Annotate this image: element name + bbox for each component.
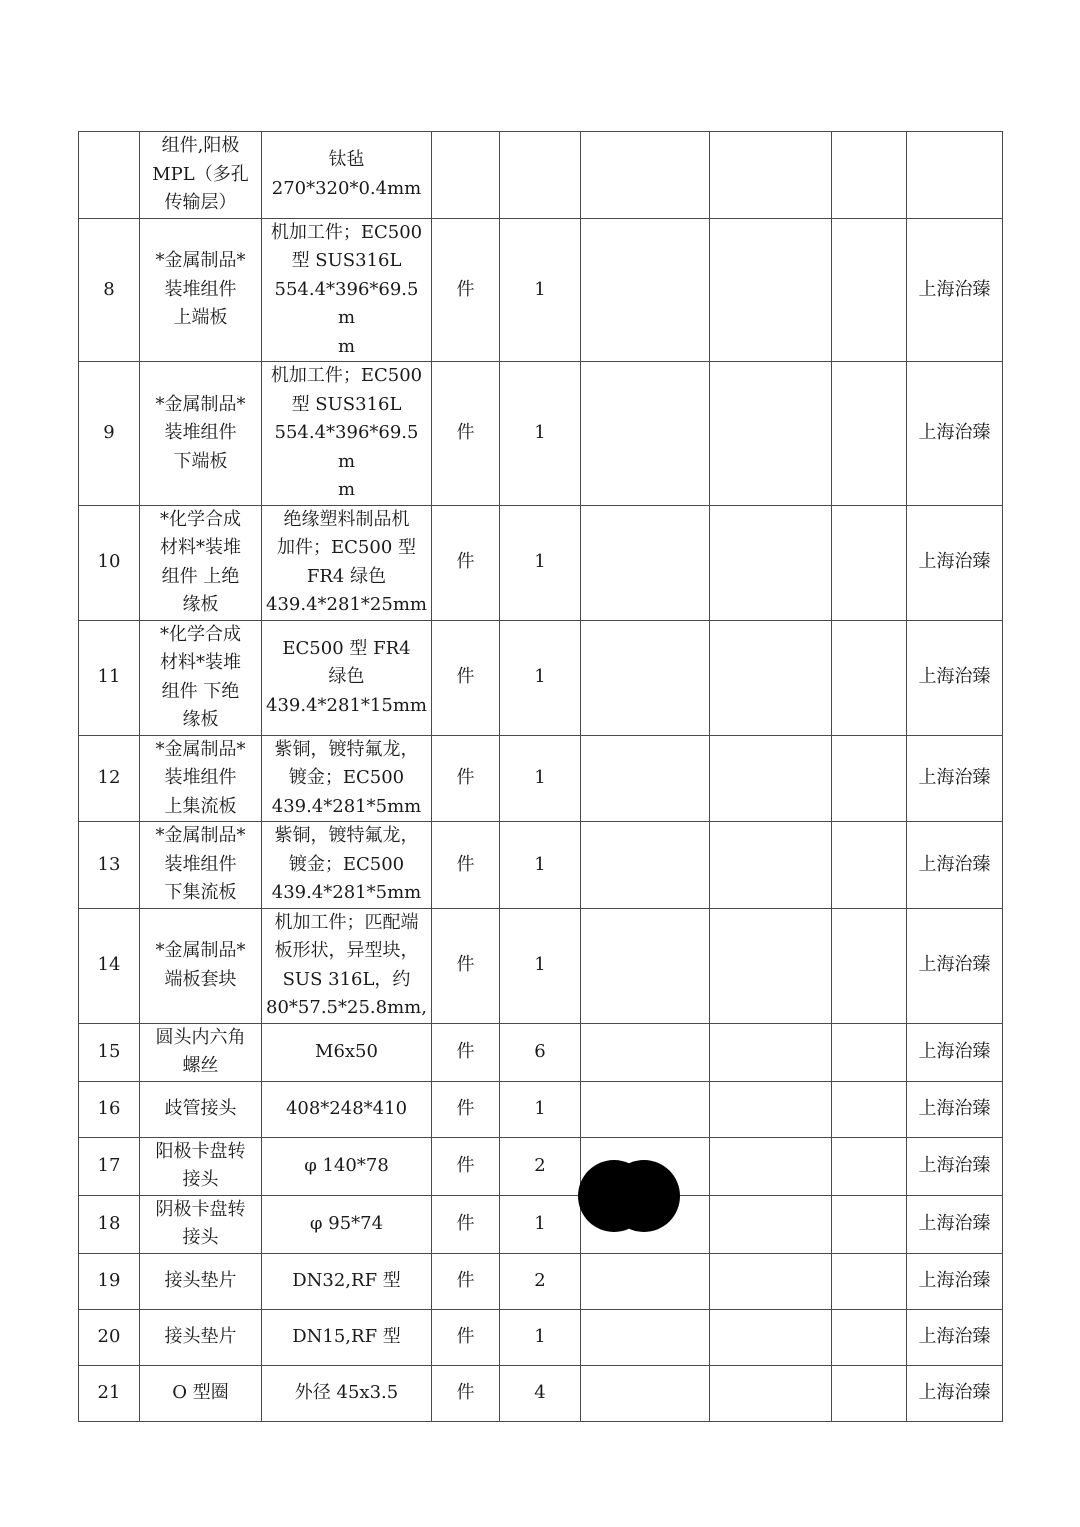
product-name: *化学合成 材料*装堆 组件 下绝 缘板 [140,620,262,735]
specification: φ 95*74 [262,1195,432,1253]
blank-cell [832,362,907,506]
quantity: 1 [500,362,581,506]
table-row [79,1137,1003,1195]
supplier: 上海治臻 [907,1137,1003,1195]
supplier: 上海治臻 [907,505,1003,620]
blank-cell [832,908,907,1023]
specification: EC500 型 FR4 绿色 439.4*281*15mm [262,620,432,735]
blank-cell [710,908,832,1023]
specification: 机加工件；EC500 型 SUS316L 554.4*396*69.5m m [262,218,432,362]
specification: M6x50 [262,1023,432,1081]
blank-cell [581,1309,710,1365]
supplier: 上海治臻 [907,1081,1003,1137]
unit: 件 [432,362,500,506]
unit: 件 [432,735,500,822]
quantity: 2 [500,1253,581,1309]
quantity: 1 [500,822,581,909]
quantity: 1 [500,620,581,735]
unit: 件 [432,1365,500,1421]
supplier: 上海治臻 [907,1309,1003,1365]
unit: 件 [432,1023,500,1081]
unit: 件 [432,218,500,362]
unit: 件 [432,1309,500,1365]
table-row [79,620,1003,735]
row-number: 14 [79,908,140,1023]
supplier: 上海治臻 [907,362,1003,506]
quantity: 1 [500,1081,581,1137]
table-row [79,1023,1003,1081]
row-number: 15 [79,1023,140,1081]
quantity: 4 [500,1365,581,1421]
blank-cell [710,620,832,735]
blank-cell [832,1023,907,1081]
blank-cell [832,1081,907,1137]
product-name: 阳极卡盘转 接头 [140,1137,262,1195]
supplier: 上海治臻 [907,1365,1003,1421]
unit: 件 [432,620,500,735]
unit: 件 [432,1253,500,1309]
document-page [78,131,1002,1422]
row-number: 13 [79,822,140,909]
redaction-blob-right [608,1160,680,1232]
blank-cell [581,908,710,1023]
product-name: O 型圈 [140,1365,262,1421]
redaction-mark [578,1160,680,1232]
unit: 件 [432,1081,500,1137]
quantity: 2 [500,1137,581,1195]
blank-cell [832,1137,907,1195]
blank-cell [832,735,907,822]
specification: 钛毡 270*320*0.4mm [262,132,432,219]
blank-cell [581,505,710,620]
supplier: 上海治臻 [907,735,1003,822]
quantity: 1 [500,1309,581,1365]
quantity: 1 [500,908,581,1023]
supplier: 上海治臻 [907,218,1003,362]
unit: 件 [432,908,500,1023]
quantity: 1 [500,505,581,620]
table-row [79,1309,1003,1365]
blank-cell [581,735,710,822]
row-number: 19 [79,1253,140,1309]
supplier: 上海治臻 [907,1253,1003,1309]
blank-cell [581,1253,710,1309]
product-name: *金属制品* 装堆组件 下端板 [140,362,262,506]
blank-cell [581,1023,710,1081]
blank-cell [581,132,710,219]
specification: 机加工件；EC500 型 SUS316L 554.4*396*69.5m m [262,362,432,506]
blank-cell [581,1365,710,1421]
blank-cell [581,1081,710,1137]
product-name: *金属制品* 装堆组件 下集流板 [140,822,262,909]
blank-cell [832,1195,907,1253]
table-row [79,1195,1003,1253]
product-name: *金属制品* 装堆组件 上端板 [140,218,262,362]
blank-cell [581,218,710,362]
row-number [79,132,140,219]
quantity: 1 [500,218,581,362]
blank-cell [710,822,832,909]
row-number: 11 [79,620,140,735]
row-number: 21 [79,1365,140,1421]
row-number: 8 [79,218,140,362]
table-row [79,735,1003,822]
unit: 件 [432,1137,500,1195]
unit: 件 [432,1195,500,1253]
blank-cell [710,1309,832,1365]
blank-cell [832,620,907,735]
table-row [79,1081,1003,1137]
row-number: 17 [79,1137,140,1195]
row-number: 10 [79,505,140,620]
table-row [79,908,1003,1023]
specification: 紫铜，镀特氟龙， 镀金；EC500 439.4*281*5mm [262,822,432,909]
product-name: 歧管接头 [140,1081,262,1137]
blank-cell [581,822,710,909]
blank-cell [832,822,907,909]
product-name: *化学合成 材料*装堆 组件 上绝 缘板 [140,505,262,620]
blank-cell [832,1253,907,1309]
specification: DN32,RF 型 [262,1253,432,1309]
blank-cell [832,1309,907,1365]
quantity: 6 [500,1023,581,1081]
quantity: 1 [500,735,581,822]
quantity [500,132,581,219]
table-row [79,1365,1003,1421]
row-number: 12 [79,735,140,822]
product-name: 阴极卡盘转 接头 [140,1195,262,1253]
product-name: *金属制品* 端板套块 [140,908,262,1023]
supplier: 上海治臻 [907,620,1003,735]
supplier: 上海治臻 [907,822,1003,909]
blank-cell [581,362,710,506]
specification: 机加工件；匹配端 板形状，异型块， SUS 316L，约 80*57.5*25.8mm, [262,908,432,1023]
blank-cell [832,132,907,219]
product-name: *金属制品* 装堆组件 上集流板 [140,735,262,822]
supplier: 上海治臻 [907,1195,1003,1253]
blank-cell [710,1253,832,1309]
blank-cell [710,735,832,822]
unit: 件 [432,505,500,620]
specification: DN15,RF 型 [262,1309,432,1365]
row-number: 18 [79,1195,140,1253]
product-name: 接头垫片 [140,1309,262,1365]
blank-cell [832,1365,907,1421]
unit [432,132,500,219]
blank-cell [710,505,832,620]
specification: 紫铜，镀特氟龙， 镀金；EC500 439.4*281*5mm [262,735,432,822]
blank-cell [710,218,832,362]
table-row [79,822,1003,909]
table-row [79,362,1003,506]
table-row [79,505,1003,620]
table-row [79,132,1003,219]
blank-cell [710,132,832,219]
table-row [79,218,1003,362]
supplier: 上海治臻 [907,1023,1003,1081]
supplier: 上海治臻 [907,908,1003,1023]
quantity: 1 [500,1195,581,1253]
specification: φ 140*78 [262,1137,432,1195]
table-row [79,1253,1003,1309]
blank-cell [832,505,907,620]
blank-cell [710,1195,832,1253]
blank-cell [710,1023,832,1081]
blank-cell [710,1081,832,1137]
parts-table [78,131,1003,1422]
row-number: 20 [79,1309,140,1365]
product-name: 组件,阳极 MPL（多孔 传输层） [140,132,262,219]
blank-cell [710,1137,832,1195]
product-name: 接头垫片 [140,1253,262,1309]
blank-cell [710,362,832,506]
blank-cell [832,218,907,362]
unit: 件 [432,822,500,909]
specification: 绝缘塑料制品机 加件；EC500 型 FR4 绿色 439.4*281*25mm [262,505,432,620]
row-number: 16 [79,1081,140,1137]
specification: 408*248*410 [262,1081,432,1137]
specification: 外径 45x3.5 [262,1365,432,1421]
supplier [907,132,1003,219]
blank-cell [710,1365,832,1421]
row-number: 9 [79,362,140,506]
product-name: 圆头内六角 螺丝 [140,1023,262,1081]
blank-cell [581,620,710,735]
